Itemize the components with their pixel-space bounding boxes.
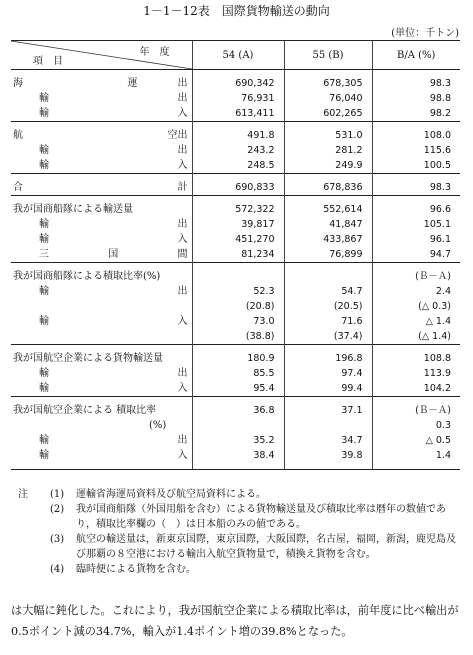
table-row [11,76,460,91]
row-label: 輸 [39,368,49,379]
cell-value: 180.9 [247,353,275,364]
table-row [11,91,460,106]
cell-value: 690,342 [235,78,275,89]
header-nendo: 年 度 [139,47,170,58]
table-row [11,381,460,397]
cell-value-sub: (△ 1.4) [418,331,451,342]
row-label-tail: 出 [177,93,188,104]
cell-value [285,269,363,284]
row-label: 輸 [39,145,49,156]
table-row [11,143,460,158]
cell-value: 37.1 [341,405,363,416]
cell-value: 97.4 [341,368,363,379]
header-row [11,41,460,70]
cell-value: (Ｂ－Ａ) [415,271,451,282]
cell-value-sub: 0.3 [435,420,451,431]
table-row [11,269,460,284]
cell-value: 98.3 [429,182,451,193]
cell-value: 249.9 [335,160,363,171]
cell-value: 248.5 [247,160,275,171]
cell-value: 39,817 [241,219,275,230]
row-label: 輸 [39,383,49,394]
cell-value-sub: (38.8) [245,331,275,342]
cell-value: 39.8 [341,450,363,461]
cell-value: 36.8 [253,405,275,416]
table-row [11,433,460,448]
cell-value: △ 0.5 [425,435,451,446]
note-text: 航空の輸送量は，新東京国際，東京国際，大阪国際，名古屋，福岡，新潟，鹿児島及び那覇の８空港における輸出入航空貨物量で，積換え貨物を含む。 [76,534,456,560]
cell-value: (Ｂ－Ａ) [415,405,451,416]
cell-value: 491.8 [247,130,275,141]
cell-value: 73.0 [253,316,275,327]
table-row [11,217,460,232]
row-label-tail: 出 [177,219,188,230]
note-number: (1) [50,489,65,500]
notes [18,487,463,577]
table-title: 1－1－12表 国際貨物輸送の動向 [143,4,330,18]
header-koumoku: 項 目 [33,56,63,67]
cell-value: 41,847 [329,219,363,230]
cell-value: 76,899 [329,249,363,260]
cell-value-sub: (37.4) [333,331,363,342]
cell-value: 98.8 [429,93,451,104]
cell-value: 96.1 [429,234,451,245]
cell-value: 572,322 [235,204,275,215]
cell-value: 2.4 [435,286,451,297]
cell-value: 196.8 [335,353,363,364]
row-label: 輸 [39,286,49,297]
row-label-tail: 入 [177,450,188,461]
cell-value: 76,931 [241,93,275,104]
cell-value: 54.7 [341,286,363,297]
cell-value: 100.5 [423,160,451,171]
row-label: 輸 [39,108,49,119]
row-label: 輸 [39,450,49,461]
cell-value-sub: (20.5) [333,301,363,312]
row-label: 輸 [39,435,49,446]
freight-table [11,40,460,470]
header-corner [11,41,192,70]
row-label-tail: 出 [177,435,188,446]
row-label-tail: 出 [177,368,188,379]
row-label-tail: 入 [177,234,188,245]
row-label-tail: 入 [177,108,188,119]
table-row [11,247,460,263]
cell-value: 552,614 [323,204,363,215]
cell-value-sub: (△ 0.3) [418,301,451,312]
cell-value: 108.0 [423,130,451,141]
cell-value: △ 1.4 [425,316,451,327]
cell-value: 531.0 [335,130,363,141]
cell-value-sub: (20.8) [245,301,275,312]
row-label: 運 出 [127,78,188,89]
table-row [11,232,460,247]
table-row [11,403,460,433]
cell-value: 34.7 [341,435,363,446]
note-item [18,562,463,577]
row-label: 計 [177,182,188,193]
cell-value: 52.3 [253,286,275,297]
cell-value: 98.2 [429,108,451,119]
row-label-tail: 出 [177,286,188,297]
cell-value: 95.4 [253,383,275,394]
body-paragraph: は大幅に鈍化した。これにより，我が国航空企業による積取比率は，前年度に比べ輸出が0.5ポイント減の34.7%，輸入が1.4ポイント増の39.8%となった。 [11,604,459,638]
row-category: 航 [13,130,23,141]
note-text: 運輸省海運局資料及び航空局資料による。 [76,489,266,500]
header-col-55: 55 (B) [284,41,372,70]
note-item [18,532,463,562]
cell-value: 433,867 [323,234,363,245]
note-text: 臨時便による貨物を含む。 [76,564,196,575]
row-label: 輸 [39,234,49,245]
table-row [11,284,460,314]
cell-value [193,269,275,284]
table-row [11,106,460,122]
cell-value: 602,265 [323,108,363,119]
row-label-mid: 国 [108,249,119,260]
header-col-ratio: B/A (%) [372,41,460,70]
row-category: 海 [13,78,23,89]
cell-value: 678,305 [323,78,363,89]
table-row [11,128,460,143]
row-label-tail: 入 [177,316,188,327]
row-label: 空出 [167,130,188,141]
row-category-unit: (%) [149,420,167,431]
cell-value-sub [193,418,275,433]
cell-value: 1.4 [435,450,451,461]
cell-value: 38.4 [253,450,275,461]
row-label-tail: 入 [177,160,188,171]
row-label: 輸 [39,316,49,327]
table-row [11,180,460,196]
notes-label: 注 [18,489,28,500]
row-label: 輸 [39,93,49,104]
cell-value: 81,234 [241,249,275,260]
row-category: 合 [13,182,23,193]
cell-value: 98.3 [429,78,451,89]
cell-value-sub [285,418,363,433]
cell-value: 243.2 [247,145,275,156]
table-row [11,351,460,366]
cell-value: 71.6 [341,316,363,327]
row-category: 我が国航空企業による貨物輸送量 [13,353,163,364]
cell-value: 96.6 [429,204,451,215]
cell-value: 76,040 [329,93,363,104]
row-label-tail: 出 [177,145,188,156]
unit-label: (単位：千トン) [391,28,459,39]
cell-value: 99.4 [341,383,363,394]
table-row [11,202,460,217]
cell-value: 115.6 [423,145,451,156]
note-number: (4) [50,564,65,575]
table-row [11,158,460,174]
table-row [11,448,460,463]
note-number: (3) [50,534,65,545]
cell-value: 113.9 [423,368,451,379]
row-category: 我が国商船隊による積取比率(%) [13,271,161,282]
cell-value: 85.5 [253,368,275,379]
cell-value: 678,836 [323,182,363,193]
cell-value: 690,833 [235,182,275,193]
row-label: 三 [39,249,49,260]
cell-value: 104.2 [423,383,451,394]
note-number: (2) [50,504,65,515]
table-row [11,366,460,381]
row-label-tail: 間 [177,249,188,260]
note-item [18,502,463,532]
cell-value: 281.2 [335,145,363,156]
note-text: 我が国商船隊（外国用船を含む）による貨物輸送量及び積取比率は暦年の数値であり，積取比率欄の（ ）は日本船のみの値である。 [76,504,446,530]
row-category: 我が国商船隊による輸送量 [13,204,133,215]
row-label-tail: 入 [177,383,188,394]
note-item [18,487,463,502]
cell-value: 108.8 [423,353,451,364]
cell-value: 105.1 [423,219,451,230]
cell-value: 451,270 [235,234,275,245]
cell-value: 35.2 [253,435,275,446]
row-label: 輸 [39,219,49,230]
table-row [11,314,460,345]
cell-value: 94.7 [429,249,451,260]
header-col-54: 54 (A) [192,41,284,70]
row-category: 我が国航空企業による 積取比率 [13,405,157,416]
row-label: 輸 [39,160,49,171]
cell-value: 613,411 [235,108,275,119]
